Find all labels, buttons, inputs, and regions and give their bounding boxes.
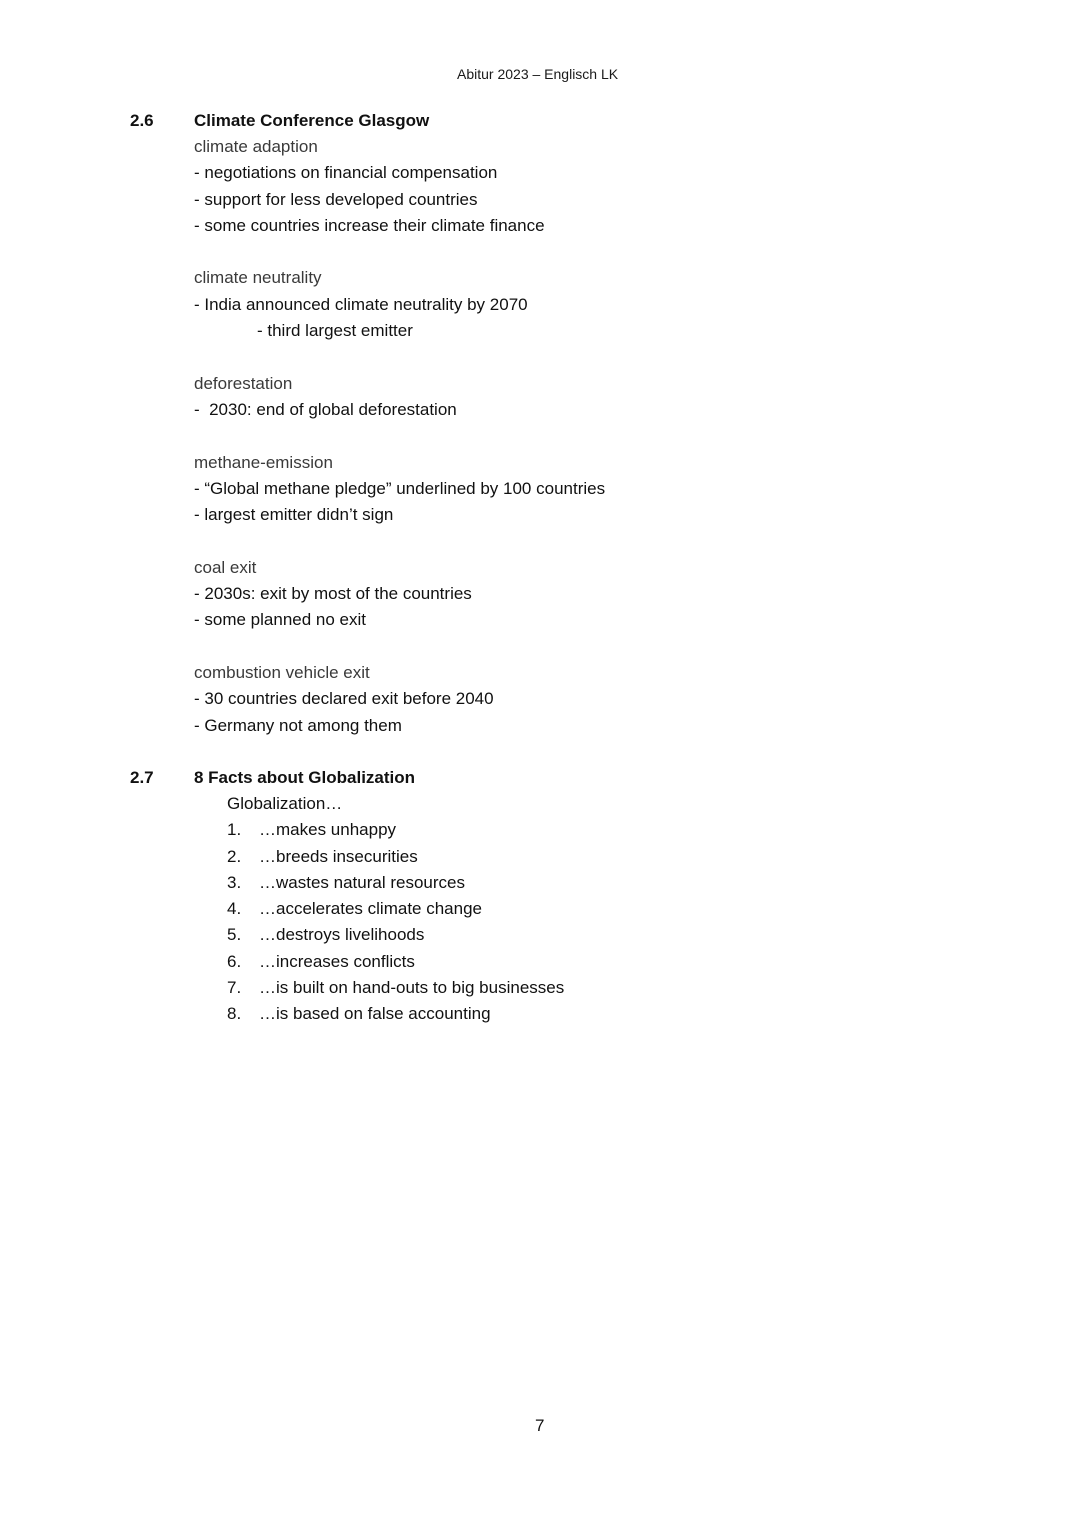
group-methane-emission bbox=[194, 450, 1014, 529]
list-item-number: 3. bbox=[227, 872, 242, 892]
group-subhead: methane-emission bbox=[194, 452, 333, 472]
list-item-number: 4. bbox=[227, 899, 242, 919]
list-item bbox=[227, 975, 1014, 1001]
bullet-line: - support for less developed countries bbox=[194, 189, 478, 209]
list-intro: Globalization… bbox=[227, 794, 343, 813]
bullet-line: - third largest emitter bbox=[257, 321, 413, 341]
bullet-line: - some countries increase their climate finance bbox=[194, 215, 545, 235]
bullet-line: - negotiations on financial compensation bbox=[194, 163, 498, 183]
bullet-line: - “Global methane pledge” underlined by 100 countries bbox=[194, 478, 606, 498]
list-item bbox=[227, 844, 1014, 870]
bullet-line: - largest emitter didn’t sign bbox=[194, 505, 394, 525]
list-item-text: …destroys livelihoods bbox=[259, 925, 425, 945]
list-item bbox=[227, 1001, 1014, 1027]
bullet-line: - Germany not among them bbox=[194, 715, 402, 735]
section-body bbox=[194, 108, 1014, 739]
group-climate-adaption bbox=[194, 134, 1014, 239]
group-subhead: coal exit bbox=[194, 557, 257, 577]
list-item-number: 1. bbox=[227, 820, 242, 840]
bullet-line: - 2030s: exit by most of the countries bbox=[194, 584, 472, 604]
section-number: 2.6 bbox=[130, 111, 154, 130]
list-item bbox=[227, 817, 1014, 843]
group-coal-exit bbox=[194, 555, 1014, 634]
list-item-text: …is built on hand-outs to big businesses bbox=[259, 978, 565, 998]
list-item-number: 8. bbox=[227, 1004, 242, 1024]
group-subhead: deforestation bbox=[194, 373, 293, 393]
group-subhead: climate adaption bbox=[194, 137, 318, 156]
bullet-line: - 2030: end of global deforestation bbox=[194, 399, 457, 419]
bullet-line: - India announced climate neutrality by 2070 bbox=[194, 294, 528, 314]
list-item-number: 2. bbox=[227, 846, 242, 866]
section-title: Climate Conference Glasgow bbox=[194, 111, 430, 130]
globalization-list bbox=[194, 791, 1014, 1028]
list-item-text: …accelerates climate change bbox=[259, 899, 483, 919]
list-item bbox=[227, 949, 1014, 975]
list-item-text: …wastes natural resources bbox=[259, 872, 465, 892]
section-body bbox=[194, 765, 1014, 1028]
bullet-line: - some planned no exit bbox=[194, 610, 366, 630]
list-item-number: 6. bbox=[227, 951, 242, 971]
section-number: 2.7 bbox=[130, 768, 154, 787]
list-item bbox=[227, 896, 1014, 922]
group-subhead: climate neutrality bbox=[194, 268, 322, 288]
page-number: 7 bbox=[535, 1416, 545, 1435]
list-item bbox=[227, 870, 1014, 896]
group-combustion-vehicle-exit bbox=[194, 660, 1014, 739]
list-item-text: …makes unhappy bbox=[259, 820, 397, 840]
list-item-number: 5. bbox=[227, 925, 242, 945]
list-item-text: …breeds insecurities bbox=[259, 846, 418, 866]
group-subhead: combustion vehicle exit bbox=[194, 662, 370, 682]
list-item-text: …increases conflicts bbox=[259, 951, 415, 971]
list-item-number: 7. bbox=[227, 978, 242, 998]
bullet-line: - 30 countries declared exit before 2040 bbox=[194, 689, 494, 709]
running-header: Abitur 2023 – Englisch LK bbox=[457, 66, 619, 82]
group-deforestation bbox=[194, 371, 1014, 424]
group-climate-neutrality bbox=[194, 265, 1014, 344]
list-item bbox=[227, 922, 1014, 948]
list-item-text: …is based on false accounting bbox=[259, 1004, 491, 1024]
section-title: 8 Facts about Globalization bbox=[194, 768, 416, 787]
